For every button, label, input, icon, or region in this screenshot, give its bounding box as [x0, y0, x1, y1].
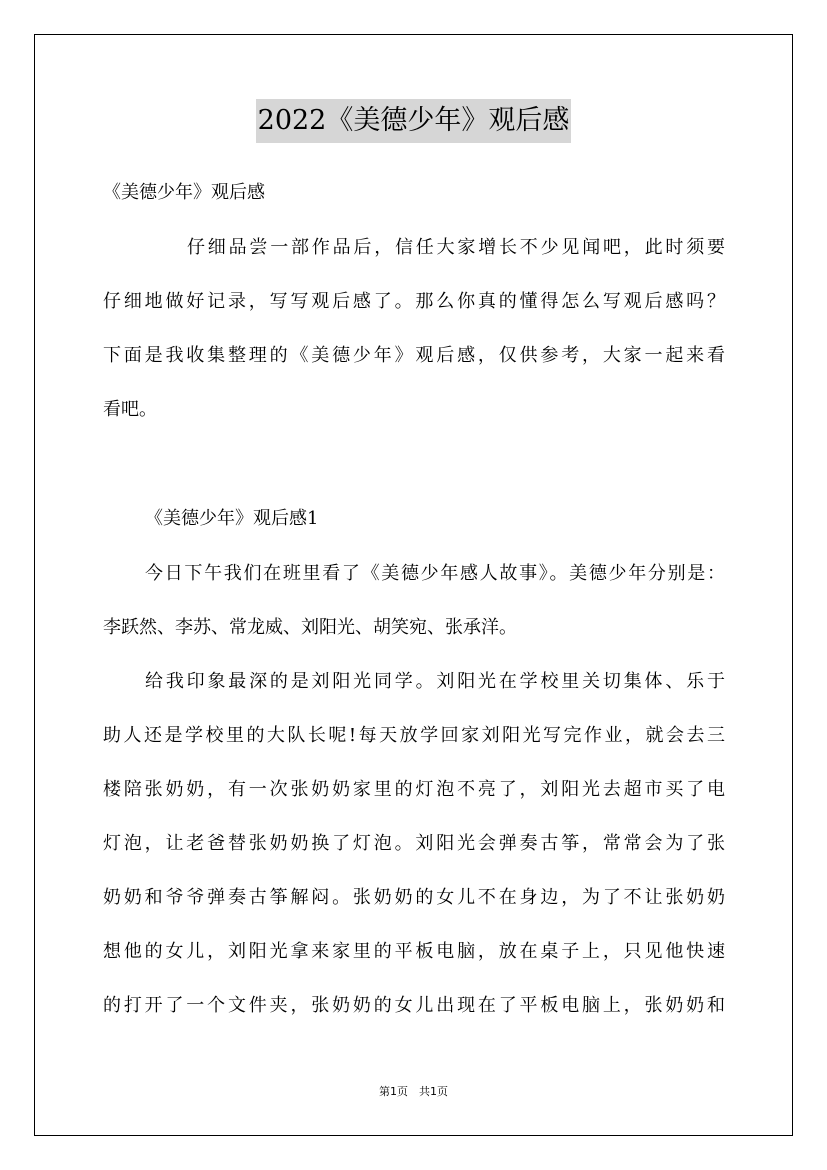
intro-line: 下面是我收集整理的《美德少年》观后感，仅供参考，大家一起来看 [103, 345, 725, 366]
page-title: 2022《美德少年》观后感 [256, 99, 572, 143]
paragraph-line: 的打开了一个文件夹，张奶奶的女儿出现在了平板电脑上，张奶奶和 [103, 995, 725, 1016]
intro-line: 仔细品尝一部作品后，信任大家增长不少见闻吧，此时须要 [187, 237, 725, 258]
section-heading: 《美德少年》观后感1 [145, 508, 319, 529]
paragraph-line: 助人还是学校里的大队长呢!每天放学回家刘阳光写完作业，就会去三 [103, 725, 725, 746]
paragraph-line: 奶奶和爷爷弹奏古筝解闷。张奶奶的女儿不在身边，为了不让张奶奶 [103, 887, 725, 908]
paragraph-line: 想他的女儿，刘阳光拿来家里的平板电脑，放在桌子上，只见他快速 [103, 941, 725, 962]
intro-line: 仔细地做好记录，写写观后感了。那么你真的懂得怎么写观后感吗？ [103, 291, 725, 312]
paragraph-line: 灯泡，让老爸替张奶奶换了灯泡。刘阳光会弹奏古筝，常常会为了张 [103, 833, 725, 854]
page-footer: 第1页 共1页 [379, 1085, 448, 1098]
paragraph-line: 李跃然、李苏、常龙威、刘阳光、胡笑宛、张承洋。 [103, 617, 517, 638]
intro-line: 看吧。 [103, 399, 157, 420]
paragraph-line: 楼陪张奶奶，有一次张奶奶家里的灯泡不亮了，刘阳光去超市买了电 [103, 779, 725, 800]
article-subtitle: 《美德少年》观后感 [103, 182, 265, 203]
paragraph-line: 给我印象最深的是刘阳光同学。刘阳光在学校里关切集体、乐于 [145, 671, 725, 692]
paragraph-line: 今日下午我们在班里看了《美德少年感人故事》。美德少年分别是： [145, 563, 725, 584]
title-container [0, 99, 827, 143]
